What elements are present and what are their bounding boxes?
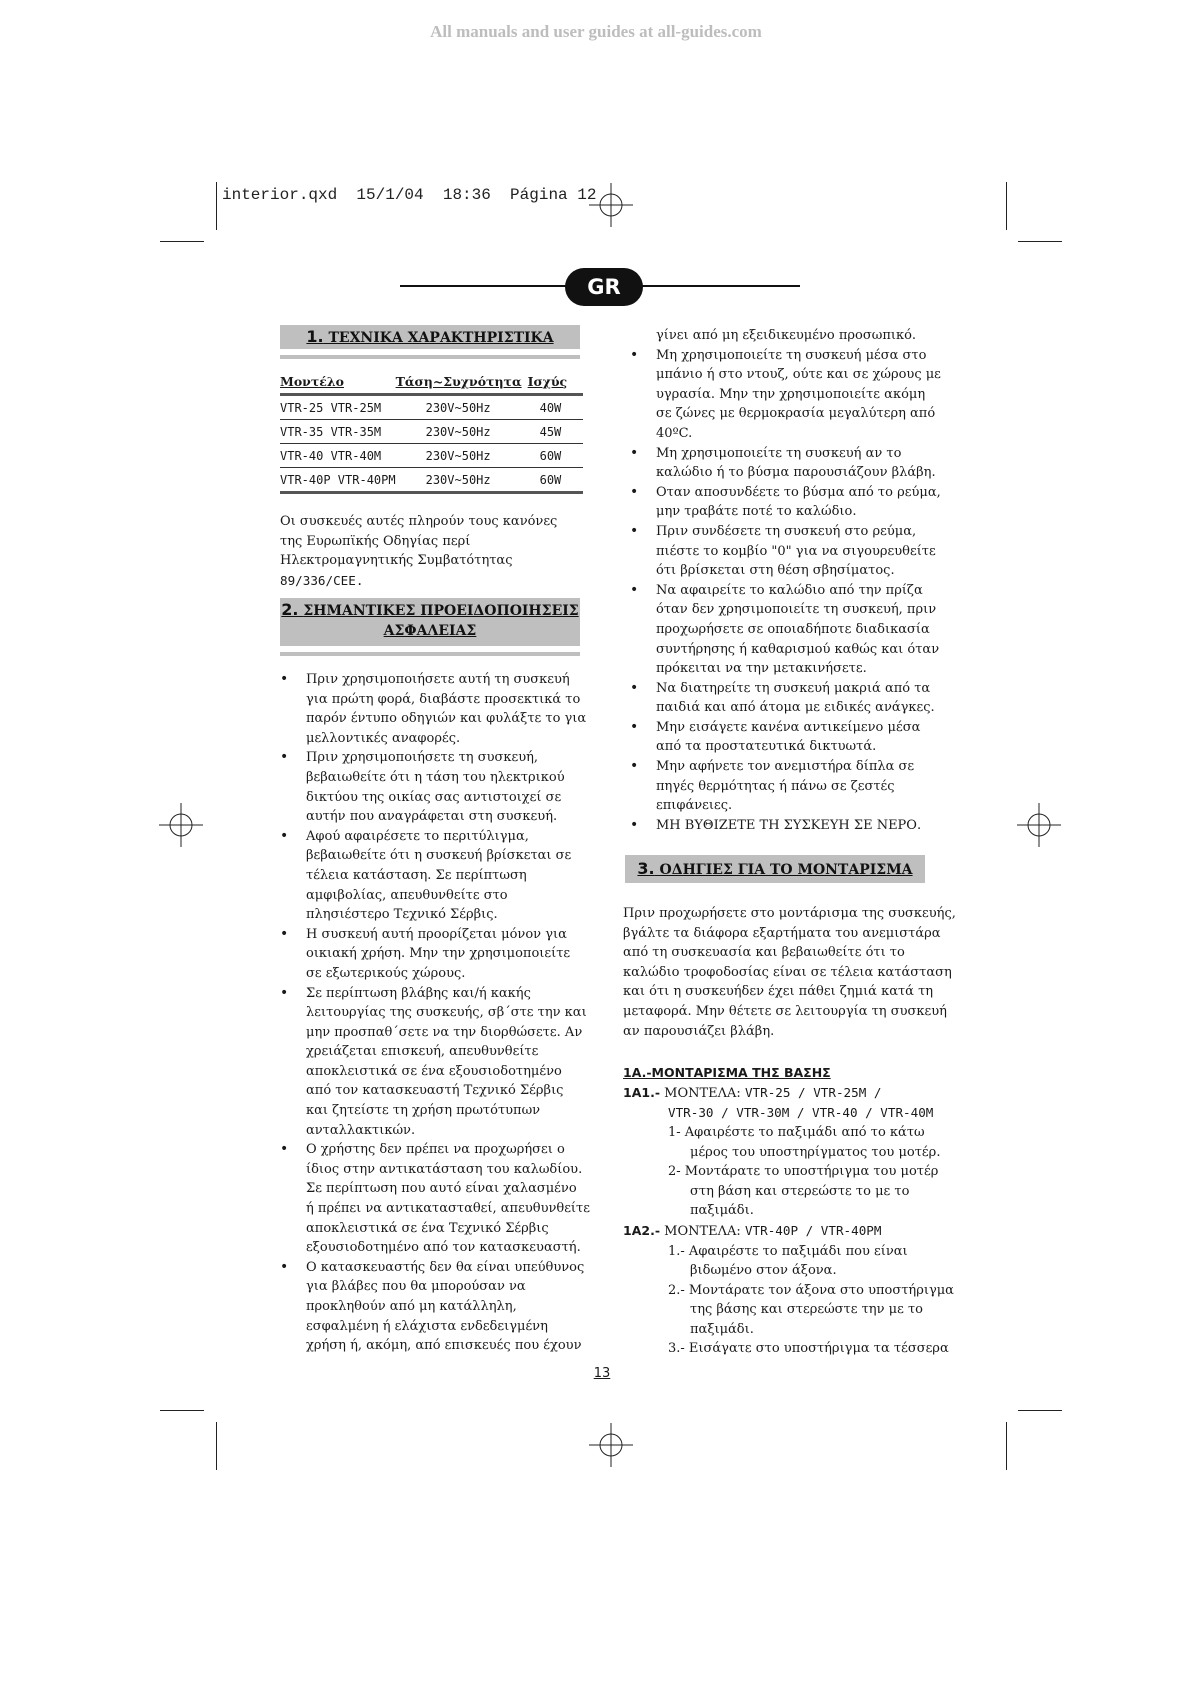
text-line: υγρασία. Μην την χρησιμοποιείτε ακόμη	[656, 386, 926, 402]
print-slug: interior.qxd 15/1/04 18:36 Página 12	[222, 186, 597, 204]
list-item	[630, 483, 960, 522]
text-line: γίνει από μη εξειδικευμένο προσωπικό.	[656, 328, 917, 343]
text-line: εξουσιοδοτημένο από τον κατασκευαστή.	[306, 1240, 581, 1256]
text-line: μην τραβάτε ποτέ το καλώδιο.	[656, 504, 857, 520]
step-item	[623, 1123, 963, 1162]
text-line: αποκλειστικά σε ένα εξουσιοδοτημένο	[306, 1063, 562, 1079]
step-item	[623, 1339, 963, 1359]
text-line: • Μην αφήνετε τον ανεμιστήρα δίπλα σε	[656, 759, 915, 775]
table-cell: VTR-25 VTR-25M	[280, 395, 396, 420]
text-line: για πρώτη φορά, διαβάστε προσεκτικά το	[306, 691, 581, 707]
models-prefix: ΜΟΝΤΕΛΑ:	[664, 1085, 741, 1101]
text-line: • Πριν συνδέσετε τη συσκευή στο ρεύμα,	[656, 523, 917, 539]
text-line: Πριν προχωρήσετε στο μοντάρισμα της συσκευής,	[623, 906, 956, 921]
text-line: • Ο κατασκευαστής δεν θα είναι υπεύθυνος	[306, 1259, 585, 1275]
text-line: λειτουργίας της συσκευής, σβ΄στε την και	[306, 1005, 587, 1021]
text-line: της βάσης και στερεώστε την με το	[690, 1302, 923, 1318]
list-item	[630, 757, 960, 816]
list-item	[630, 581, 960, 679]
bullet-list	[630, 346, 960, 836]
bullet-list	[280, 670, 600, 1356]
text-line: αν παρουσιάζει βλάβη.	[623, 1023, 775, 1039]
table-cell: 40W	[528, 395, 583, 420]
text-line: ίδιος στην αντικατάσταση του καλωδίου.	[306, 1161, 583, 1177]
table-row	[280, 420, 583, 444]
text-line: μελλοντικές αναφορές.	[306, 730, 461, 746]
text-line: από τη συσκευασία και βεβαιωθείτε ότι το	[623, 945, 905, 961]
text-line: 40ºC.	[656, 425, 693, 441]
text-line: 2- Μοντάρατε το υποστήριγμα του μοτέρ	[668, 1164, 939, 1180]
text-line: αυτήν που αναγράφεται στη συσκευή.	[306, 809, 558, 825]
text-line: παρόν έντυπο οδηγιών και φυλάξτε το για	[306, 711, 587, 727]
models-list: VTR-25 / VTR-25M /	[744, 1084, 882, 1100]
table-cell: 60W	[528, 468, 583, 493]
text-line: βιδωμένο στον άξονα.	[690, 1263, 837, 1279]
models-list: VTR-30 / VTR-30M / VTR-40 / VTR-40M	[668, 1105, 934, 1121]
crop-mark	[160, 241, 204, 242]
text-line: • Να αφαιρείτε το καλώδιο από την πρίζα	[656, 582, 923, 598]
text-line: • Η συσκευή αυτή προορίζεται μόνον για	[306, 926, 567, 942]
text-line: 2.- Μοντάρατε τον άξονα στο υποστήριγμα	[668, 1282, 954, 1298]
text-line: για βλάβες που θα μπορούσαν να	[306, 1279, 526, 1295]
list-item	[280, 984, 600, 1141]
section-number: 1.	[306, 327, 324, 346]
list-item	[280, 1140, 600, 1258]
models-line	[623, 1083, 963, 1104]
text-line: • Μη χρησιμοποιείτε τη συσκευή αν το	[656, 445, 902, 461]
column-header: Τάση~Συχνότητα	[396, 372, 528, 395]
section-title: ΤΕΧΝΙΚΑ ΧΑΡΑΚΤΗΡΙΣΤΙΚΑ	[328, 330, 554, 346]
section-1-heading	[280, 325, 580, 349]
text-line: όταν δεν χρησιμοποιείτε τη συσκευή, πριν	[656, 602, 937, 618]
step-item	[623, 1162, 963, 1221]
section-title: ΟΔΗΓΙΕΣ ΓΙΑ ΤΟ ΜΟΝΤΑΡΙΣΜΑ	[659, 862, 913, 878]
table-cell: 230V~50Hz	[396, 420, 528, 444]
text-line: παξιμάδι.	[690, 1203, 754, 1219]
models-prefix: ΜΟΝΤΕΛΑ:	[664, 1223, 741, 1239]
text-line: σε ζώνες με θερμοκρασία μεγαλύτερη από	[656, 406, 936, 422]
text-line: προχωρήσετε σε οποιαδήποτε διαδικασία	[656, 621, 930, 637]
safety-list-right	[630, 326, 960, 835]
table-cell: VTR-40P VTR-40PM	[280, 468, 396, 493]
list-item	[630, 522, 960, 581]
text-line: • Οταν αποσυνδέετε το βύσμα από το ρεύμα,	[656, 484, 941, 500]
column-header: Ισχύς	[528, 372, 583, 395]
text-line: • Αφού αφαιρέσετε το περιτύλιγμα,	[306, 828, 529, 844]
text-line: 89/336/CEE.	[280, 572, 364, 588]
text-line: • Μην εισάγετε κανένα αντικείμενο μέσα	[656, 719, 921, 735]
text-line: μεταφορά. Μην θέτετε σε λειτουργία τη συσκευή	[623, 1003, 947, 1019]
list-item	[280, 827, 600, 925]
spec-table	[280, 372, 583, 494]
list-item	[630, 444, 960, 483]
list-item	[280, 670, 600, 748]
crop-mark	[1006, 1422, 1007, 1470]
section-rule	[280, 652, 580, 656]
crop-mark	[1006, 182, 1007, 230]
steps-list	[623, 1242, 963, 1360]
section-number: 3.	[637, 859, 655, 878]
subsection-heading: 1A.-ΜΟΝΤΑΡΙΣΜΑ ΤΗΣ ΒΑΣΗΣ	[623, 1065, 831, 1081]
text-line: παξιμάδι.	[690, 1321, 754, 1337]
text-line: επιφάνειες.	[656, 798, 733, 814]
crop-mark	[216, 182, 217, 230]
text-line: εσφαλμένη ή ελάχιστα ενδεδειγμένη	[306, 1318, 548, 1334]
text-line: 3.- Εισάγατε στο υποστήριγμα τα τέσσερα	[668, 1341, 949, 1357]
text-line: ανταλλακτικών.	[306, 1122, 416, 1138]
table-row	[280, 468, 583, 493]
text-line: προκληθούν από μη κατάλληλη,	[306, 1299, 517, 1314]
table-cell: 230V~50Hz	[396, 444, 528, 468]
text-line: βεβαιωθείτε ότι η συσκευή βρίσκεται σε	[306, 848, 572, 864]
text-line: συντήρησης ή καθαρισμού καθώς και όταν	[656, 641, 940, 657]
text-line: 1.- Αφαιρέστε το παξιμάδι που είναι	[668, 1243, 908, 1259]
step-item	[623, 1281, 963, 1340]
safety-list-left	[280, 670, 600, 1356]
text-line: • Ο χρήστης δεν πρέπει να προχωρήσει ο	[306, 1142, 565, 1158]
text-line: βεβαιωθείτε ότι η τάση του ηλεκτρικού	[306, 769, 565, 785]
text-line: ή πρέπει να αντικατασταθεί, απευθυνθείτε	[306, 1201, 590, 1217]
language-badge: GR	[565, 268, 643, 306]
text-line: μπάνιο ή στο ντουζ, ούτε και σε χώρους με	[656, 367, 941, 383]
text-line: 1- Αφαιρέστε το παξιμάδι από το κάτω	[668, 1124, 925, 1140]
text-line: σε εξωτερικούς χώρους.	[306, 965, 466, 981]
text-line: • Πριν χρησιμοποιήσετε τη συσκευή,	[306, 750, 539, 766]
text-line: από τα προστατευτικά δικτυωτά.	[656, 739, 877, 755]
crop-mark	[216, 1422, 217, 1470]
column-header: Μοντέλο	[280, 372, 396, 395]
text-line: μέρος του υποστηρίγματος του μοτέρ.	[690, 1144, 941, 1160]
text-line: • ΜΗ ΒΥΘΙΖΕΤΕ ΤΗ ΣΥΣΚΕΥΗ ΣΕ ΝΕΡΟ.	[656, 817, 922, 833]
text-line: τέλεια κατάσταση. Σε περίπτωση	[306, 867, 527, 883]
text-line: και ότι η συσκευήδεν έχει πάθει ζημιά κατά τη	[623, 984, 934, 1000]
table-header-row	[280, 372, 583, 395]
section-2-heading	[280, 598, 580, 646]
text-line: οικιακή χρήση. Μην την χρησιμοποιείτε	[306, 946, 571, 962]
subsection-label: 1A2.-	[623, 1222, 661, 1238]
list-item	[630, 816, 960, 836]
text-line: πηγές θερμότητας ή πάνω σε ζεστές	[656, 778, 895, 794]
text-line: ότι βρίσκεται στη θέση σβησίματος.	[656, 563, 895, 579]
list-item	[280, 1258, 600, 1356]
text-line: αποκλειστικά σε ένα Τεχνικό Σέρβις	[306, 1220, 549, 1236]
text-line: και ζητείστε τη χρήση πρωτότυπων	[306, 1103, 541, 1119]
list-item	[630, 346, 960, 444]
registration-mark-icon	[159, 803, 203, 847]
assembly-section	[623, 904, 963, 1359]
section-title: ΑΣΦΑΛΕΙΑΣ	[383, 623, 477, 639]
list-item	[630, 718, 960, 757]
text-line: • Μη χρησιμοποιείτε τη συσκευή μέσα στο	[656, 347, 927, 363]
text-line: πιέστε το κομβίο "0" για να σιγουρευθείτε	[656, 543, 936, 559]
crop-mark	[1018, 241, 1062, 242]
table-cell: 60W	[528, 444, 583, 468]
list-item	[280, 748, 600, 826]
text-line: Σε περίπτωση που αυτό είναι χαλασμένο	[306, 1181, 577, 1197]
assembly-intro	[623, 904, 963, 1041]
steps-list	[623, 1123, 963, 1221]
models-line	[623, 1221, 963, 1242]
text-line: στη βάση και στερεώστε το με το	[690, 1183, 910, 1199]
section-title: ΣΗΜΑΝΤΙΚΕΣ ΠΡΟΕΙΔΟΠΟΙΗΣΕΙΣ	[303, 603, 579, 619]
text-line: • Πριν χρησιμοποιήσετε αυτή τη συσκευή	[306, 672, 570, 687]
page-number: 13	[593, 1366, 611, 1381]
text-line: • Να διατηρείτε τη συσκευή μακριά από τα	[656, 680, 931, 696]
text-line: • Σε περίπτωση βλάβης και/ή κακής	[306, 985, 531, 1001]
models-list: VTR-40P / VTR-40PM	[744, 1222, 882, 1238]
text-line: χρήση ή, ακόμη, από επισκευές που έχουν	[306, 1338, 582, 1354]
text-line: Ηλεκτρομαγνητικής Συμβατότητας	[280, 553, 513, 569]
registration-mark-icon	[589, 1423, 633, 1467]
table-row	[280, 395, 583, 420]
table-cell: VTR-35 VTR-35M	[280, 420, 396, 444]
section-rule	[280, 355, 580, 359]
subsection-label: 1A1.-	[623, 1084, 661, 1100]
watermark: All manuals and user guides at all-guides.com	[430, 22, 762, 41]
compliance-text	[280, 512, 590, 590]
step-item	[623, 1242, 963, 1281]
text-line: πρόκειται να την μετακινήσετε.	[656, 661, 867, 677]
text-line: δικτύου της οικίας σας αντιστοιχεί σε	[306, 789, 562, 805]
text-line: της Ευρωπϊκής Οδηγίας περί	[280, 533, 471, 549]
section-3-heading	[625, 855, 925, 883]
table-cell: 230V~50Hz	[396, 395, 528, 420]
section-number: 2.	[281, 600, 299, 619]
text-line: χρειάζεται επισκευή, απευθυνθείτε	[306, 1044, 539, 1060]
crop-mark	[1018, 1410, 1062, 1411]
list-item	[630, 679, 960, 718]
registration-mark-icon	[589, 183, 633, 227]
text-line: καλώδιο ή το βύσμα παρουσιάζουν βλάβη.	[656, 465, 936, 481]
table-row	[280, 444, 583, 468]
text-line: παιδιά και από άτομα με ειδικές ανάγκες.	[656, 700, 935, 716]
list-item	[280, 925, 600, 984]
text-line: πλησιέστερο Τεχνικό Σέρβις.	[306, 907, 498, 923]
text-line: αμφιβολίας, απευθυνθείτε στο	[306, 887, 508, 903]
table-cell: VTR-40 VTR-40M	[280, 444, 396, 468]
text-line: μην προσπαθ΄σετε να την διορθώσετε. Αν	[306, 1024, 583, 1040]
text-line: βγάλτε τα διάφορα εξαρτήματα του ανεμιστάρα	[623, 925, 941, 941]
table-cell: 230V~50Hz	[396, 468, 528, 493]
text-line: καλώδιο τροφοδοσίας είναι σε τέλεια κατάσταση	[623, 964, 952, 980]
registration-mark-icon	[1017, 803, 1061, 847]
crop-mark	[160, 1410, 204, 1411]
table-cell: 45W	[528, 420, 583, 444]
text-line: Οι συσκευές αυτές πληρούν τους κανόνες	[280, 514, 558, 529]
text-line: από τον κατασκευαστή Τεχνικό Σέρβις	[306, 1083, 564, 1099]
